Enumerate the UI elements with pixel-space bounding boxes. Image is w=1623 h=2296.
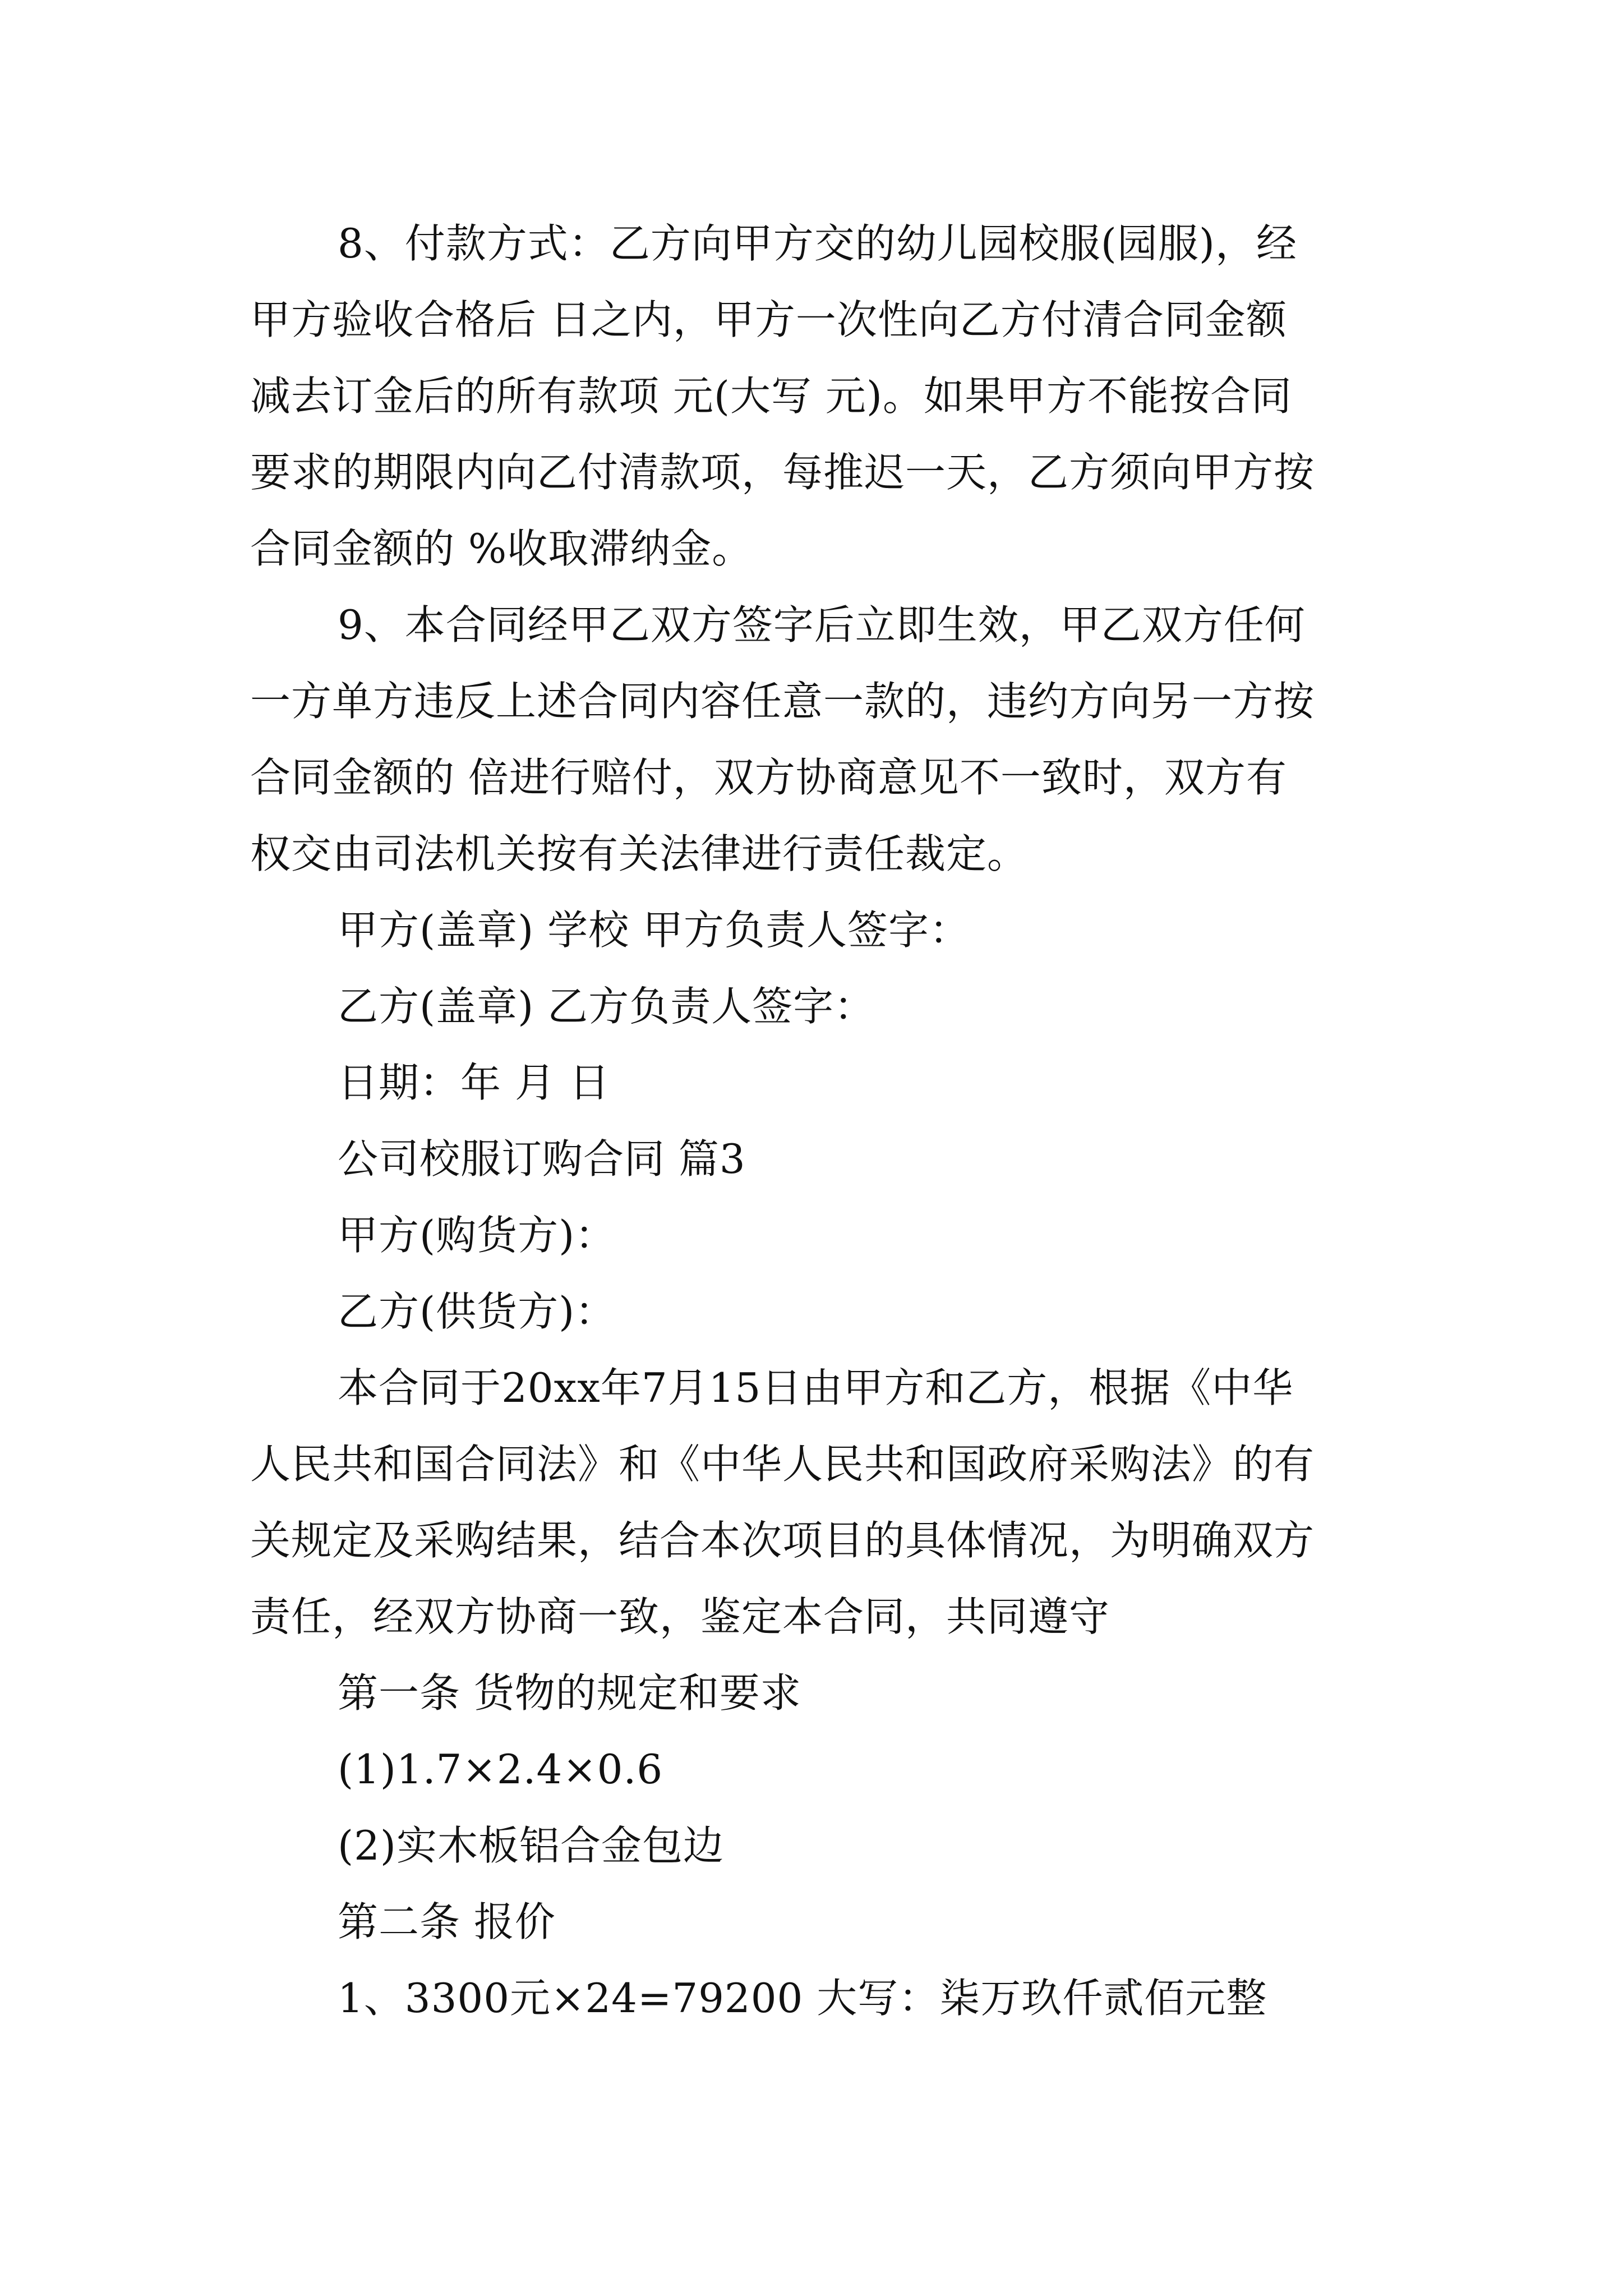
text-line: 减去订金后的所有款项 元(大写 元)。如果甲方不能按合同 bbox=[250, 372, 1292, 420]
text-line: 要求的期限内向乙付清款项，每推迟一天，乙方须向甲方按 bbox=[250, 449, 1315, 496]
signature-party-b: 乙方(盖章) 乙方负责人签字： bbox=[338, 983, 875, 1030]
text-line: 合同金额的 %收取滞纳金。 bbox=[250, 525, 753, 572]
text-line: 关规定及采购结果，结合本次项目的具体情况，为明确双方 bbox=[250, 1517, 1315, 1564]
text-line: 权交由司法机关按有关法律进行责任裁定。 bbox=[250, 830, 1029, 877]
article-1-item-2: (2)实木板铝合金包边 bbox=[338, 1822, 724, 1869]
text-line: 8、付款方式：乙方向甲方交的幼儿园校服(园服)，经 bbox=[338, 220, 1297, 267]
article-1-item-1: (1)1.7×2.4×0.6 bbox=[338, 1746, 663, 1793]
text-line: 人民共和国合同法》和《中华人民共和国政府采购法》的有 bbox=[250, 1441, 1315, 1488]
article-2-item-1: 1、3300元×24=79200 大写：柒万玖仟贰佰元整 bbox=[338, 1975, 1267, 2022]
supplier-party: 乙方(供货方)： bbox=[338, 1288, 616, 1335]
text-line: 一方单方违反上述合同内容任意一款的，违约方向另一方按 bbox=[250, 678, 1315, 725]
article-1-heading: 第一条 货物的规定和要求 bbox=[338, 1669, 801, 1717]
text-line: 甲方验收合格后 日之内，甲方一次性向乙方付清合同金额 bbox=[250, 296, 1287, 343]
text-line: 责任，经双方协商一致，鉴定本合同，共同遵守 bbox=[250, 1593, 1110, 1640]
signature-party-a: 甲方(盖章) 学校 甲方负责人签字： bbox=[338, 907, 970, 954]
section-title: 公司校服订购合同 篇3 bbox=[338, 1135, 746, 1182]
article-2-heading: 第二条 报价 bbox=[338, 1898, 556, 1945]
date-line: 日期：年 月 日 bbox=[338, 1059, 610, 1106]
text-line: 本合同于20xx年7月15日由甲方和乙方，根据《中华 bbox=[338, 1364, 1294, 1411]
text-line: 9、本合同经甲乙双方签字后立即生效，甲乙双方任何 bbox=[338, 601, 1306, 648]
buyer-party: 甲方(购货方)： bbox=[338, 1212, 616, 1259]
text-line: 合同金额的 倍进行赔付，双方协商意见不一致时，双方有 bbox=[250, 754, 1287, 801]
